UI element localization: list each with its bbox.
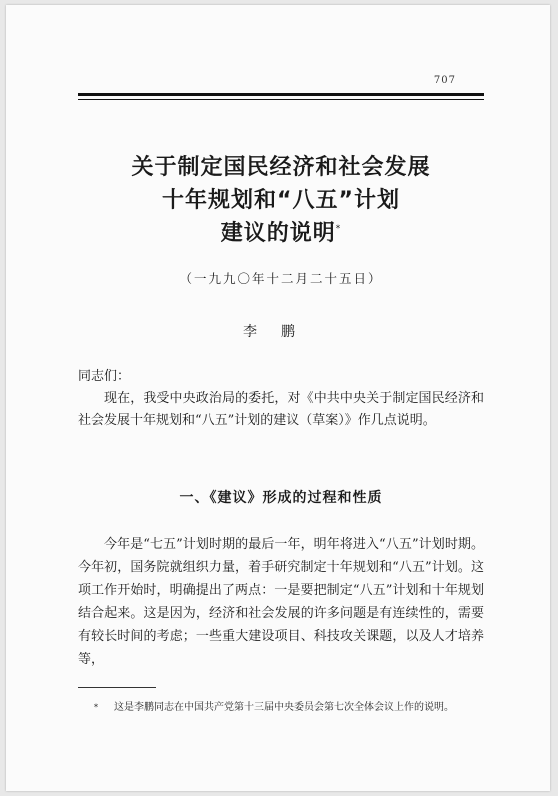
title-line-1: 关于制定国民经济和社会发展 (131, 155, 431, 180)
body-paragraph-1 (78, 388, 484, 432)
author-name: 李鹏 (243, 324, 319, 340)
header-rule-thick (78, 93, 484, 96)
section-heading: 一、《建议》形成的过程和性质 (179, 490, 383, 506)
page-number: 707 (433, 75, 456, 86)
document-page (6, 5, 550, 791)
document-date: （一九九〇年十二月二十五日） (179, 271, 383, 286)
footnote-divider (78, 687, 156, 688)
footnote (94, 699, 486, 716)
header-rule-thin (78, 99, 484, 100)
title-line-2: 十年规划和“八五”计划 (162, 188, 400, 213)
paragraph-text: 现在，我受中央政治局的委托，对《中共中央关于制定国民经济和社会发展十年规划和“八五”计划的建议（草案）》作几点说明。 (78, 391, 484, 428)
title-footnote-mark: * (335, 224, 342, 234)
salutation: 同志们： (78, 369, 131, 384)
body-paragraph-2 (78, 533, 484, 671)
footnote-mark: * (94, 703, 98, 712)
title-line-3 (66, 217, 496, 250)
paragraph-text: 今年是“七五”计划时期的最后一年，明年将进入“八五”计划时期。今年初，国务院就组织力量，着手研究制定十年规划和“八五”计划。这项工作开始时，明确提出了两点：一是要把制定“八五”计划和十年规划结合起来。这是因为，经济和社会发展的许多问题是有连续性的，需要有较长时间的考虑；一些重大建设项目、科技攻关课题，以及人才培养等， (78, 537, 484, 667)
footnote-text: 这是李鹏同志在中国共产党第十三届中央委员会第七次全体会议上作的说明。 (114, 702, 454, 713)
document-title (66, 151, 496, 250)
title-line-3-text: 建议的说明 (220, 221, 336, 246)
